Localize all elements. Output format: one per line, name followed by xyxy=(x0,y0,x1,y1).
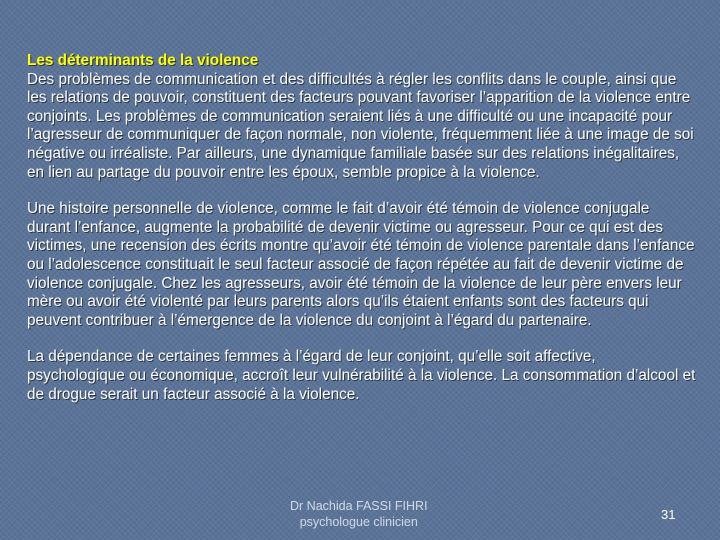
footer-author-role: psychologue clinicien xyxy=(299,515,418,529)
paragraph-dependence: La dépendance de certaines femmes à l’égard de leur conjoint, qu’elle soit affective, psychologique ou économique, accroît leur vulnérabilité à la violence. La consommation d’alcool et de drogue serait un facteur associé à la violence. xyxy=(27,348,696,403)
page-number: 31 xyxy=(661,507,676,522)
slide-title: Les déterminants de la violence xyxy=(27,52,259,69)
paragraph-communication: Des problèmes de communication et des difficultés à régler les conflits dans le couple, ainsi que les relations de pouvoir, constituent des facteurs pouvant favoriser l’apparition de la violence entre conjoints. Les problèmes de communication seraient liés à une difficulté ou une incapacité pour l’agresseur de communiquer de façon normale, non violente, fréquemment liée à une image de soi négative ou irréaliste. Par ailleurs, une dynamique familiale basée sur des relations inégalitaires, en lien au partage du pouvoir entre les époux, semble propice à la violence. xyxy=(27,70,694,181)
slide-footer-author xyxy=(290,498,428,530)
paragraph-personal-history: Une histoire personnelle de violence, comme le fait d’avoir été témoin de violence conjugale durant l’enfance, augmente la probabilité de devenir victime ou agresseur. Pour ce qui est des victimes, une recension des écrits montre qu’avoir été témoin de violence parentale dans l’enfance ou l’adolescence constituait le seul facteur associé de façon répétée au fait de devenir victime de violence conjugale. Chez les agresseurs, avoir été témoin de la violence de leur père envers leur mère ou avoir été violenté par leurs parents alors qu’ils étaient enfants sont des facteurs qui peuvent contribuer à l’émergence de la violence du conjoint à l’égard du partenaire. xyxy=(27,200,695,329)
slide-content xyxy=(27,52,697,404)
footer-author-name: Dr Nachida FASSI FIHRI xyxy=(290,499,428,513)
